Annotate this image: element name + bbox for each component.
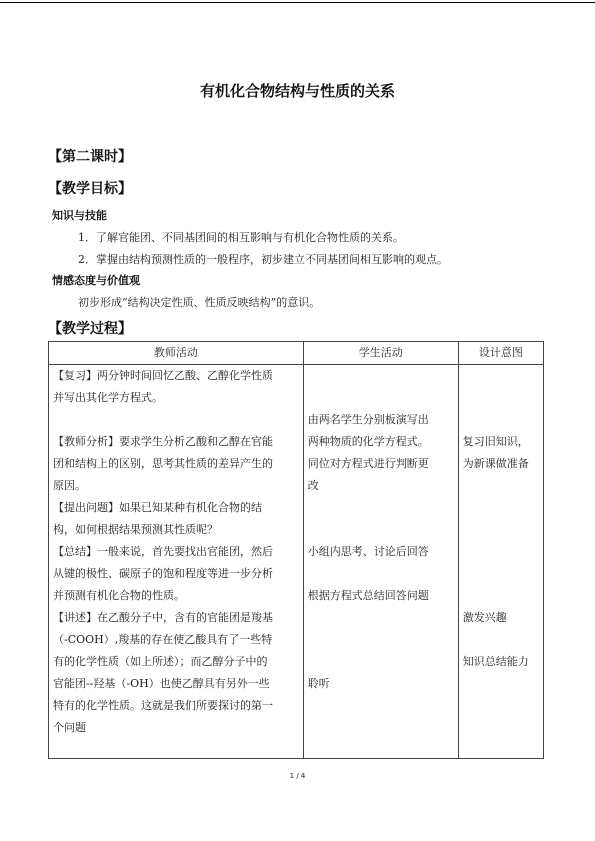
knowledge-item-2: 2．掌握由结构预测性质的一般程序，初步建立不同基团间相互影响的观点。: [78, 253, 448, 266]
top-rule: [0, 2, 595, 3]
header-student: 学生活动: [303, 342, 458, 365]
process-heading: 【教学过程】: [48, 321, 132, 337]
objectives-heading: 【教学目标】: [48, 181, 132, 197]
table-row: [49, 365, 544, 759]
design-intent-cell: 复习旧知识， 为新课做准备 激发兴趣 知识总结能力: [462, 435, 529, 668]
emotion-heading: 情感态度与价值观: [52, 274, 140, 287]
teaching-process-table: [48, 341, 544, 759]
student-activity-cell: 由两名学生分别板演写出 两种物质的化学方程式。 同位对方程式进行判断更 改 小组内思考、讨论后回答 根据方程式总结回答问题 聆听: [307, 413, 429, 690]
knowledge-item-1: 1．了解官能团、不同基团间的相互影响与有机化合物性质的关系。: [78, 231, 404, 244]
table-header-row: [49, 342, 544, 365]
teacher-activity-cell: 【复习】两分钟时间回忆乙酸、乙醇化学性质 并写出其化学方程式。 【教师分析】要求学生分析乙酸和乙醇在官能 团和结构上的区别，思考其性质的差异产生的 原因。 【提出问题】如果已知某种有机化合物的结 构，如何根据结果预测其性质呢？ 【总结】一般来说，首先要找出官能团，然后 从键的极性、碳原子的饱和程度等进一步分析 并预测有机化合物的性质。 【讲述】在乙酸分子中，含有的官能团是羧基 （-COOH）,羧基的存在使乙酸具有了一些特 有的化学性质（如上所述）；而乙醇分子中的 官能团--羟基（-OH）也使乙醇具有另外一些 特有的化学性质。这就是我们所要探讨的第一 个问题: [53, 369, 273, 734]
knowledge-heading: 知识与技能: [52, 209, 107, 222]
page-title: 有机化合物结构与性质的关系: [199, 82, 395, 100]
header-intent: 设计意图: [458, 342, 543, 365]
emotion-text: 初步形成“结构决定性质、性质反映结构”的意识。: [78, 296, 321, 309]
page-number: 1 / 4: [289, 772, 306, 780]
header-teacher: 教师活动: [49, 342, 304, 365]
lesson-heading: 【第二课时】: [48, 149, 132, 165]
